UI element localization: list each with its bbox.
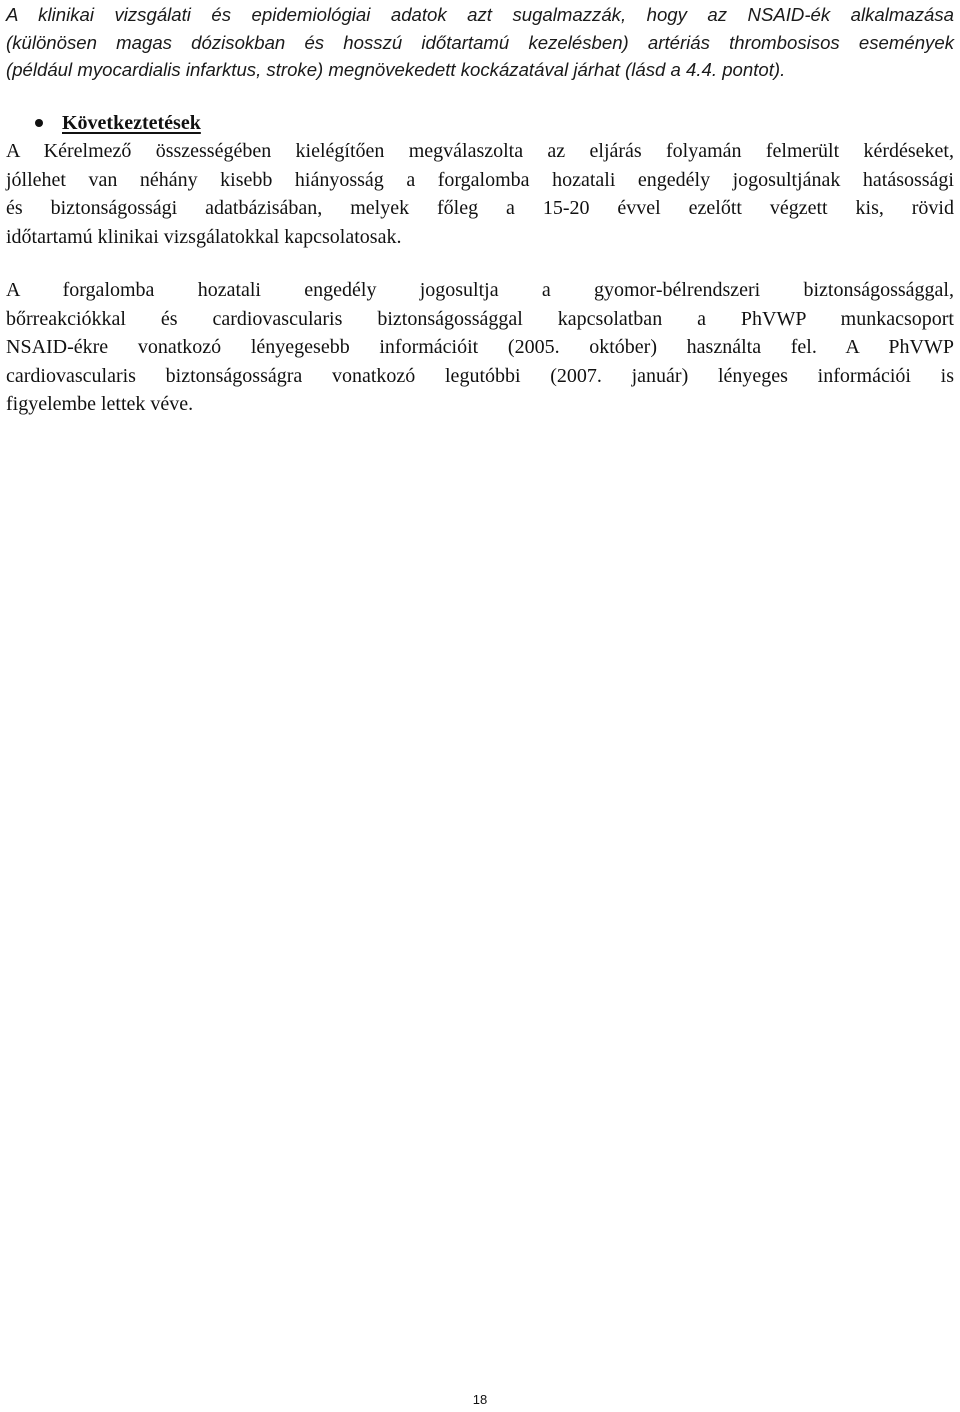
intro-paragraph (6, 1, 954, 84)
information-paragraph (6, 276, 954, 419)
intro-line: (különösen magas dózisokban és hosszú időtartamú kezelésben) artériás thrombosisos események (6, 31, 954, 53)
paragraph-line: bőrreakciókkal és cardiovascularis biztonságossággal kapcsolatban a PhVWP munkacsoport (6, 307, 954, 330)
paragraph-line: figyelembe lettek véve. (6, 393, 194, 415)
paragraph-line: A forgalomba hozatali engedély jogosultja a gyomor-bélrendszeri biztonságossággal, (6, 279, 954, 301)
paragraph-line: A Kérelmező összességében kielégítően megválaszolta az eljárás folyamán felmerült kérdéseket, (6, 140, 954, 162)
paragraph-line: időtartamú klinikai vizsgálatokkal kapcsolatosak. (6, 225, 402, 248)
paragraph-line: és biztonságossági adatbázisában, melyek főleg a 15-20 évvel ezelőtt végzett kis, rövid (6, 197, 954, 219)
conclusion-paragraph (6, 137, 954, 251)
paragraph-line: jóllehet van néhány kisebb hiányosság a forgalomba hozatali engedély jogosultjának hatásossági (6, 168, 954, 191)
intro-line: A klinikai vizsgálati és epidemiológiai adatok azt sugalmazzák, hogy az NSAID-ék alkalmazása (6, 4, 954, 25)
section-heading-row (6, 110, 954, 138)
page-number: 18 (472, 1392, 488, 1407)
paragraph-line: NSAID-ékre vonatkozó lényegesebb információit (2005. október) használta fel. A PhVWP (6, 336, 954, 358)
bullet-icon (35, 119, 43, 127)
paragraph-line: cardiovascularis biztonságosságra vonatkozó legutóbbi (2007. január) lényeges információi is (6, 364, 954, 387)
section-heading: Következtetések (62, 112, 201, 134)
intro-line: (például myocardialis infarktus, stroke) megnövekedett kockázatával járhat (lásd a 4.4. pontot). (6, 59, 786, 80)
